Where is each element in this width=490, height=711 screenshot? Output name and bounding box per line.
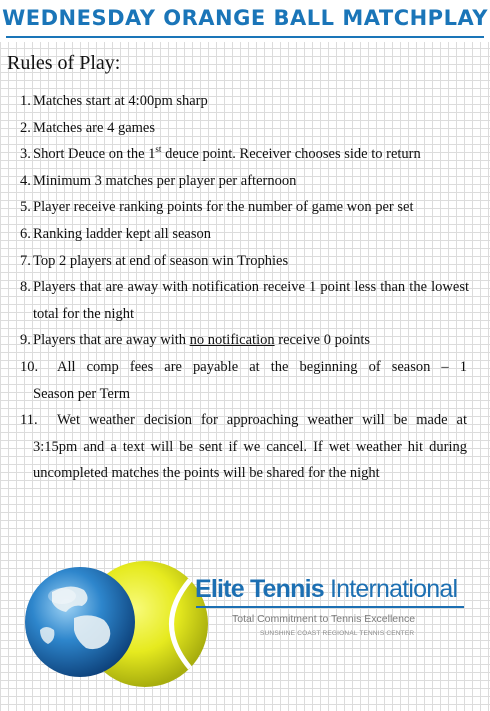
rule-number: 5. <box>20 199 31 216</box>
rule-item <box>0 407 490 487</box>
rule-number: 6. <box>20 225 31 242</box>
globe-icon <box>25 567 135 677</box>
ordinal-suffix: st <box>155 144 162 155</box>
rule-text-first-line: All comp fees are payable at the beginning of season – 1 <box>57 358 467 375</box>
rule-text: Matches are 4 games <box>33 119 155 136</box>
rule-number: 3. <box>20 146 31 163</box>
rule-number: 10. <box>20 358 39 375</box>
rules-list <box>0 88 490 487</box>
brand-name-bold: Elite Tennis <box>195 575 324 603</box>
rule-text-part: Short Deuce on the 1 <box>33 146 156 163</box>
rule-text-continuation: 3:15pm and a text will be sent if we cancel. If wet weather hit during uncompleted matches the points will be shared for the night <box>33 438 467 482</box>
rule-text: Minimum 3 matches per player per afternoon <box>33 172 297 189</box>
brand-center-name: SUNSHINE COAST REGIONAL TENNIS CENTER <box>260 630 415 637</box>
brand-name <box>195 575 457 604</box>
rule-item <box>0 115 490 142</box>
rule-number: 7. <box>20 252 31 269</box>
rule-text-part: deuce point. Receiver chooses side to return <box>161 146 421 163</box>
title-divider <box>6 36 484 38</box>
rule-item <box>0 354 490 407</box>
brand-tagline: Total Commitment to Tennis Excellence <box>232 613 416 625</box>
rule-item <box>0 168 490 195</box>
rule-text: Matches start at 4:00pm sharp <box>33 93 208 109</box>
rule-text: Player receive ranking points for the number of game won per set <box>33 199 414 216</box>
rule-item <box>0 88 490 115</box>
rule-text-part: receive 0 points <box>274 332 371 349</box>
rule-number: 8. <box>20 279 31 296</box>
rule-number: 9. <box>20 332 31 349</box>
emphasis-underline: no notification <box>189 332 275 349</box>
rule-item <box>0 141 490 168</box>
rule-item <box>0 274 490 327</box>
brand-name-regular: International <box>323 575 458 603</box>
rule-number: 1. <box>20 93 31 109</box>
rule-text-part: Players that are away with <box>33 332 190 349</box>
rule-number: 4. <box>20 172 31 189</box>
rule-number: 11. <box>20 412 38 429</box>
rule-item <box>0 221 490 248</box>
rule-text: Top 2 players at end of season win Trophies <box>33 252 289 269</box>
rule-item <box>0 327 490 354</box>
rule-text: Ranking ladder kept all season <box>33 225 211 242</box>
header <box>0 0 490 42</box>
brand-divider <box>196 606 464 608</box>
rule-text-first-line: Wet weather decision for approaching weather will be made at <box>57 412 467 429</box>
rule-item <box>0 248 490 275</box>
page-title: WEDNESDAY ORANGE BALL MATCHPLAY <box>2 6 488 30</box>
rule-text <box>33 327 469 354</box>
rule-text <box>33 141 469 168</box>
rule-text: Players that are away with notification receive 1 point less than the lowest total for the night <box>33 279 469 322</box>
rules-heading: Rules of Play: <box>7 52 121 74</box>
rule-number: 2. <box>20 119 31 136</box>
rule-text-continuation: Season per Term <box>33 385 130 402</box>
rule-item <box>0 194 490 221</box>
